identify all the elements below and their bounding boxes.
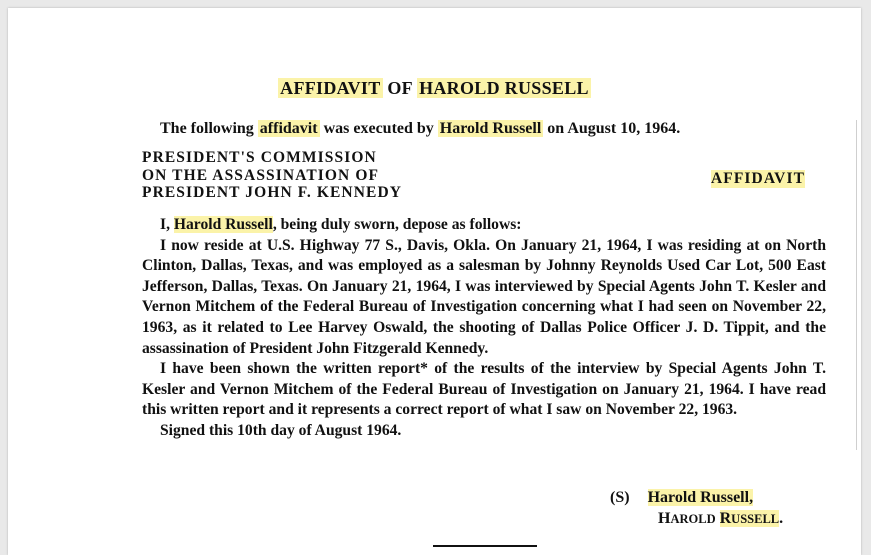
paragraph-report: I have been shown the written report* of the results of the interview by Special Agents John T. Kesler and Vernon Mitchem of the Federal Bureau of Investigation on January 21, 1964. I have read this written report and it represents a correct report of what I saw on November 22, 1963. [142,360,826,419]
signature-mark: (S) [610,489,630,506]
intro-line [160,120,680,138]
title-name-highlight: HAROLD RUSSELL [419,78,589,98]
signature-line [610,489,753,507]
signature-printed-name [658,510,783,528]
commission-heading [142,149,402,202]
paragraph-signed: Signed this 10th day of August 1964. [160,421,402,439]
document-page [8,8,861,555]
title-of: OF [382,78,418,98]
p1-after: , being duly sworn, depose as follows: [272,216,522,233]
p1-before: I, [160,216,174,233]
intro-after: on August 10, 1964. [543,120,681,137]
paragraph-residence: I now reside at U.S. Highway 77 S., Davis, Okla. On January 21, 1964, I was residing at on North Clinton, Dallas, Texas, and was employed as a salesman by Johnny Reynolds Used Car Lot, 500 East Jefferson, Dallas, Texas. On January 21, 1964, I was interviewed by Special Agents John T. Kesler and Vernon Mitchem of the Federal Bureau of Investigation concerning what I had seen on November 22, 1963, as it related to Lee Harvey Oswald, the shooting of Dallas Police Officer J. D. Tippit, and the assassination of President John Fitzgerald Kennedy. [142,236,826,357]
commission-line-3: PRESIDENT JOHN F. KENNEDY [142,184,403,201]
commission-line-1: PRESIDENT'S COMMISSION [142,149,377,166]
affidavit-label: AFFIDAVIT [711,170,806,187]
first-rest: AROLD [670,512,716,526]
footer-rule [433,545,537,547]
document-title [8,78,861,99]
last-initial: R [719,510,732,527]
p1-name-highlight: Harold Russell [173,216,273,233]
intro-before: The following [160,120,258,137]
intro-affidavit-highlight: affidavit [259,120,318,137]
affidavit-body [142,215,826,442]
signature-name-highlight: Harold Russell, [647,489,754,506]
intro-name-highlight: Harold Russell [439,120,542,137]
scan-margin-line [856,120,857,450]
last-name-highlight [720,510,780,527]
name-period: . [779,510,784,527]
paragraph-sworn [142,215,826,236]
first-initial: H [658,510,671,527]
last-rest: USSELL [731,512,780,526]
title-affidavit-highlight: AFFIDAVIT [280,78,381,98]
commission-line-2: ON THE ASSASSINATION OF [142,166,380,184]
intro-middle: was executed by [319,120,438,137]
